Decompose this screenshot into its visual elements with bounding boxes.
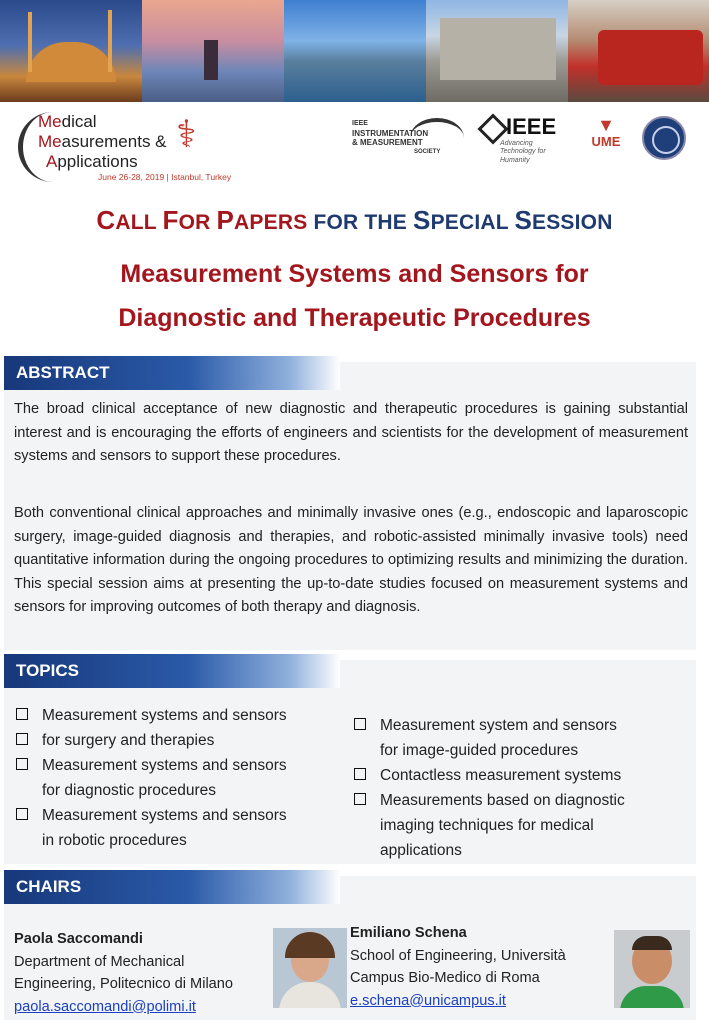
chairs-heading-bar: CHAIRS xyxy=(4,870,340,904)
call-for-papers-title: CALL FOR PAPERS FOR THE SPECIAL SESSION xyxy=(96,205,613,235)
topics-right-column: Measurement system and sensors for image-guided procedures Contactless measurement systems Measurements based on diagnostic imaging techniques for medical applications xyxy=(352,713,697,863)
topic-item: Contactless measurement systems xyxy=(352,763,697,788)
checkbox-icon xyxy=(354,768,366,780)
checkbox-icon xyxy=(354,718,366,730)
abstract-paragraph-2: Both conventional clinical approaches and minimally invasive ones (e.g., endoscopic and laparoscopic surgery, image-guided diagnosis and therapies, and robotic-assisted minimally invasive tools) need quantitative information during the ongoing procedures to optimizing results and minimizing the duration. This special session aims at presenting the up-to-date studies focused on measurement systems and sensors for improving outcomes of both therapy and diagnosis. xyxy=(14,505,688,615)
istanbul-tram-photo xyxy=(568,0,709,102)
ieee-im-society-logo: IEEE INSTRUMENTATION & MEASUREMENT SOCIETY xyxy=(352,116,470,160)
conference-logo: Medical Measurements & Applications June 26-28, 2019 | Istanbul, Turkey ⚕ xyxy=(18,112,248,190)
checkbox-icon xyxy=(16,808,28,820)
dolmabahce-palace-photo xyxy=(426,0,568,102)
topic-item: Measurements based on diagnostic xyxy=(352,788,697,813)
maidens-tower-photo xyxy=(142,0,284,102)
checkbox-icon xyxy=(16,708,28,720)
topic-item: Measurement system and sensors xyxy=(352,713,697,738)
chair-1-name: Paola Saccomandi xyxy=(14,931,143,947)
abstract-paragraph-1: The broad clinical acceptance of new diagnostic and therapeutic procedures is gaining substantial interest and is encouraging the efforts of engineers and scientists for the development of measurement systems and sensors to support these procedures. xyxy=(14,401,688,464)
chair-1-photo xyxy=(273,928,347,1008)
topic-item: Measurement systems and sensors xyxy=(14,803,349,828)
chair-1-email-link[interactable]: paola.saccomandi@polimi.it xyxy=(14,998,196,1015)
chair-2: Emiliano Schena School of Engineering, Università Campus Bio-Medico di Roma e.schena@unicampus.it xyxy=(350,922,566,1012)
ume-emblem-icon: ▼ xyxy=(597,115,615,135)
caduceus-icon: ⚕ xyxy=(176,114,197,156)
chair-2-name: Emiliano Schena xyxy=(350,925,467,941)
conference-date: June 26-28, 2019 | Istanbul, Turkey xyxy=(98,172,232,182)
checkbox-icon xyxy=(354,793,366,805)
chair-2-photo xyxy=(614,930,690,1008)
topics-heading-bar: TOPICS xyxy=(4,654,340,688)
chair-2-email-link[interactable]: e.schena@unicampus.it xyxy=(350,992,506,1009)
university-seal-logo xyxy=(642,116,686,160)
session-title: Measurement Systems and Sensors for Diagnostic and Therapeutic Procedures xyxy=(118,260,591,332)
checkbox-icon xyxy=(16,733,28,745)
bosphorus-fortress-photo xyxy=(284,0,426,102)
abstract-heading-bar: ABSTRACT xyxy=(4,356,340,390)
ieee-logo: IEEE Advancing Technology for Humanity xyxy=(480,114,570,162)
checkbox-icon xyxy=(16,758,28,770)
topic-item: Measurement systems and sensors xyxy=(14,753,349,778)
topic-item: Measurement systems and sensors xyxy=(14,703,349,728)
topic-item: for surgery and therapies xyxy=(14,728,349,753)
photo-banner xyxy=(0,0,709,102)
chair-1: Paola Saccomandi Department of Mechanical Engineering, Politecnico di Milano paola.saccomandi@polimi.it xyxy=(14,928,233,1018)
topics-left-column: Measurement systems and sensors for surgery and therapies Measurement systems and sensors for diagnostic procedures Measurement systems and sensors in robotic procedures xyxy=(14,703,349,853)
ume-logo: ▼ UME xyxy=(588,116,624,164)
blue-mosque-photo xyxy=(0,0,142,102)
